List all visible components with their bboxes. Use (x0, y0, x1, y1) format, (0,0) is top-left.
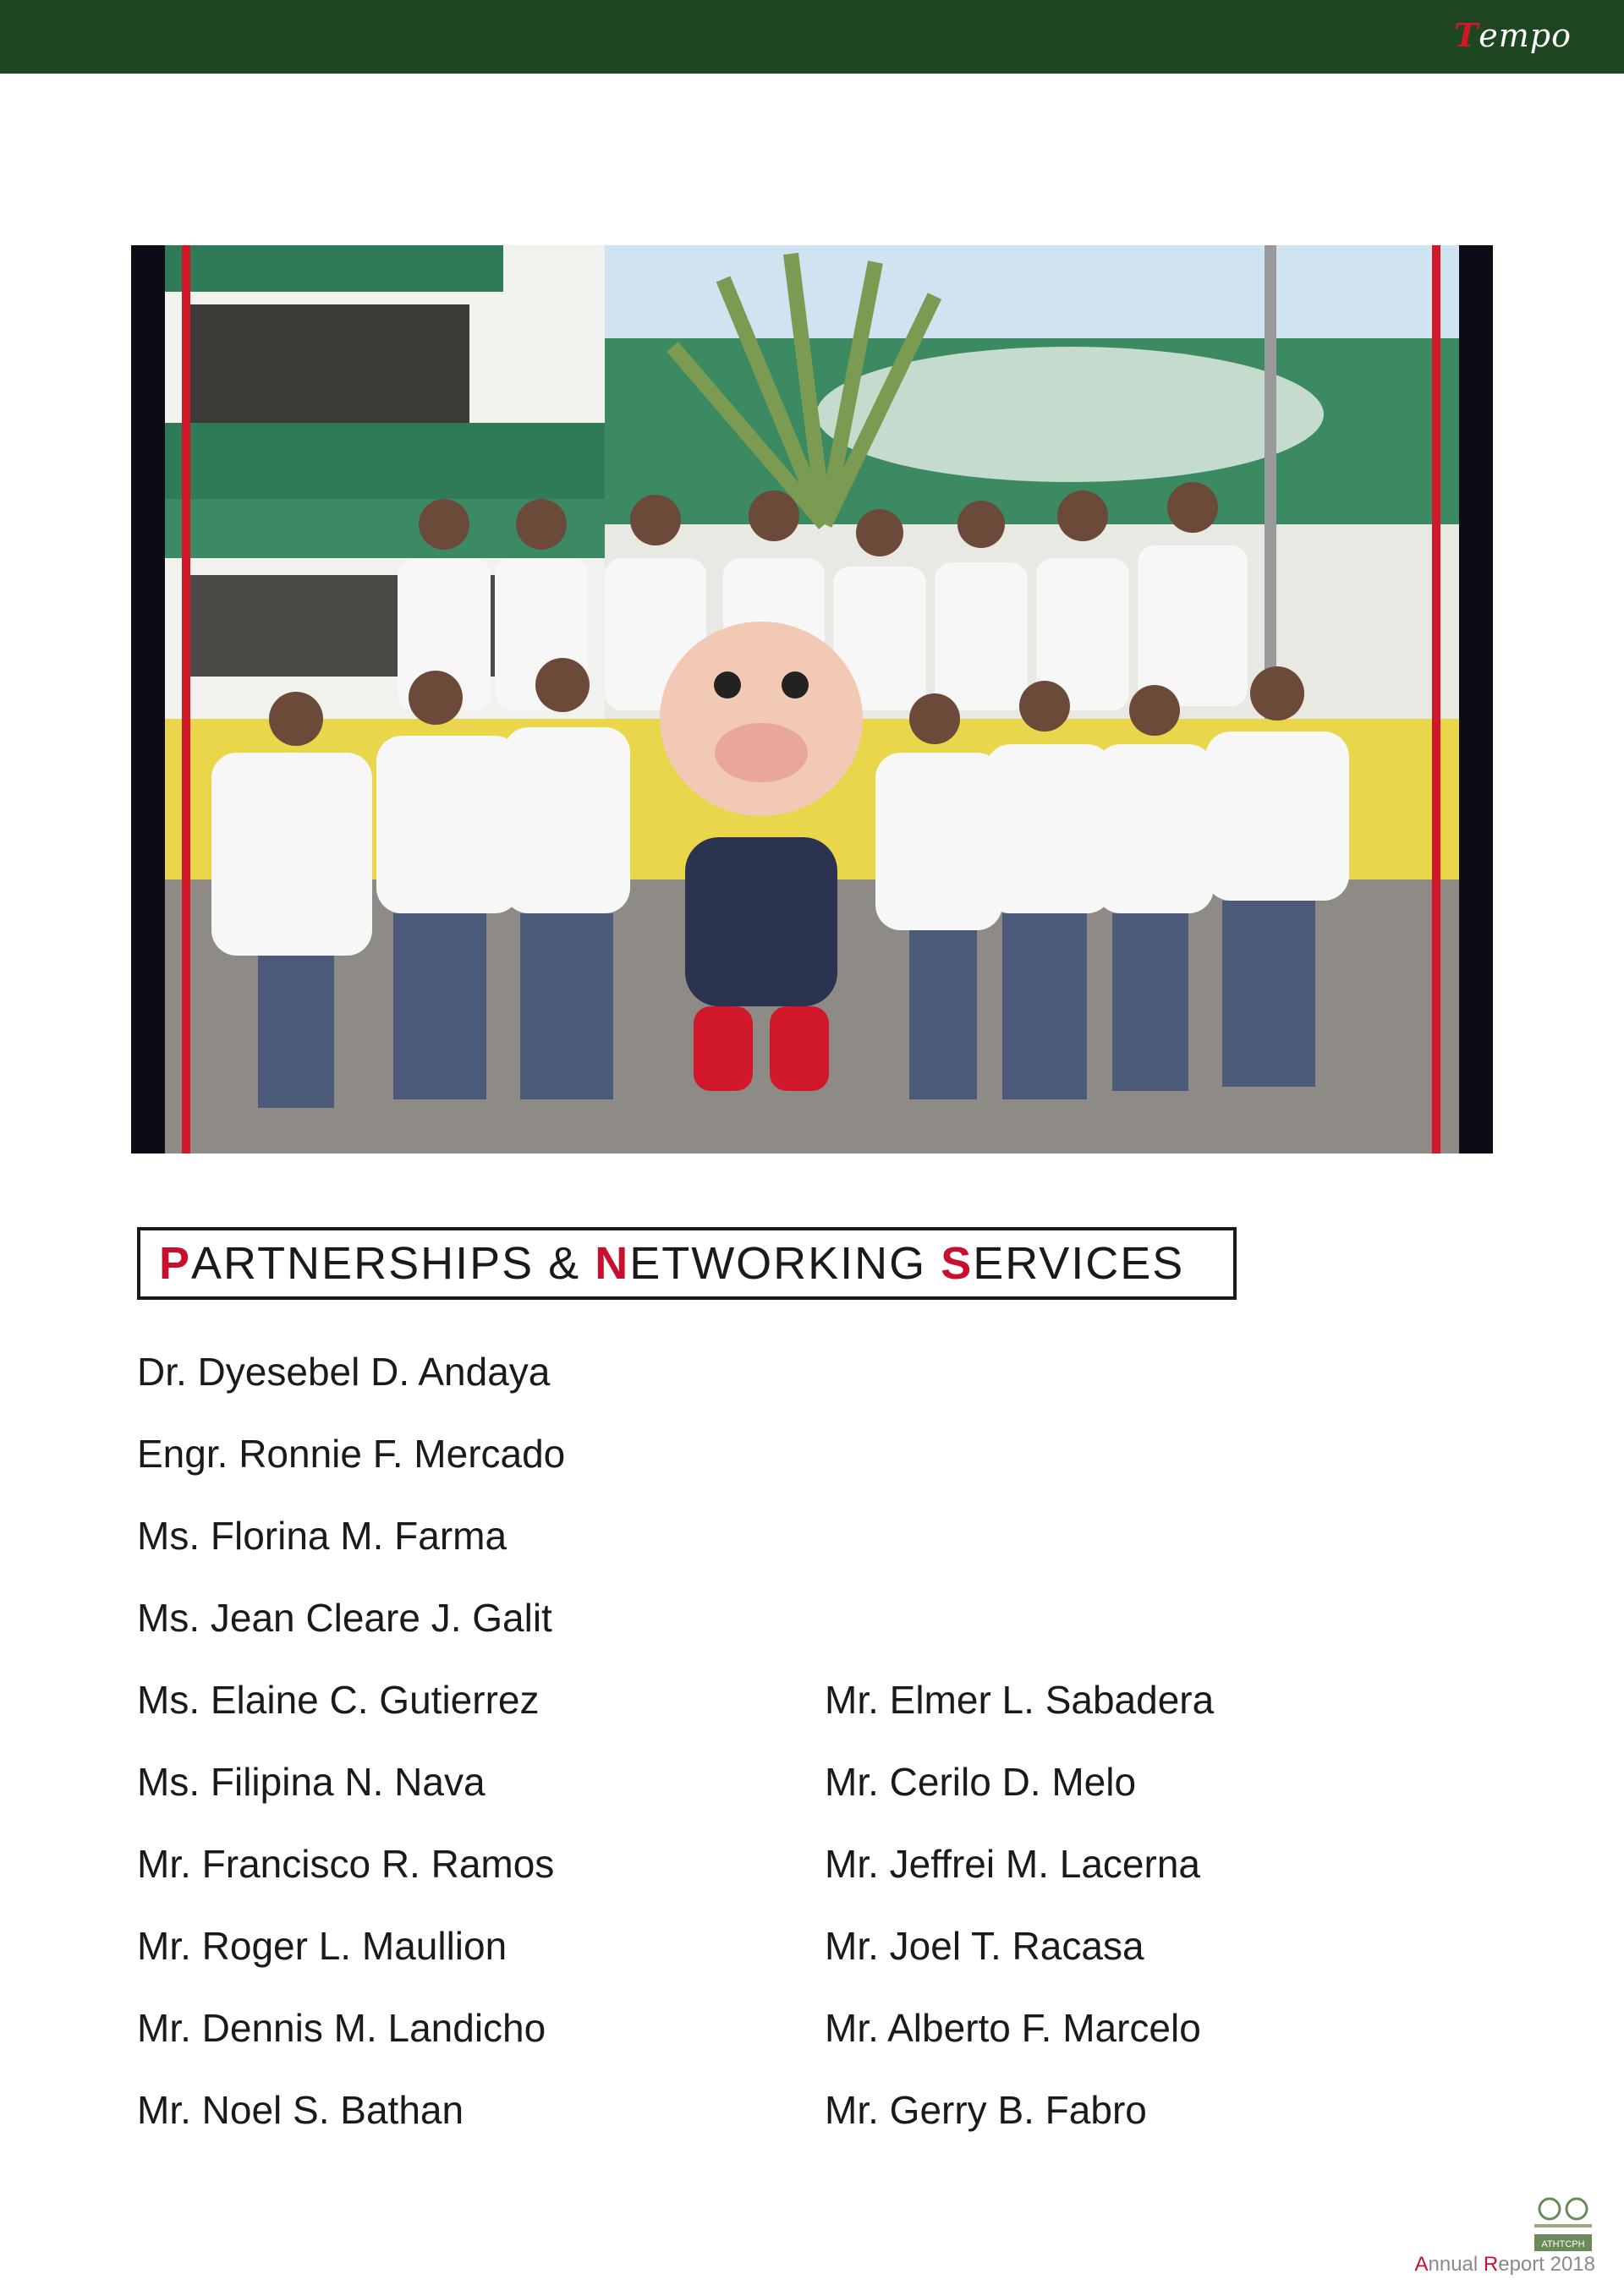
top-banner (0, 0, 1624, 74)
staff-name: Mr. Elmer L. Sabadera (825, 1678, 1215, 1722)
footer-report-label: Annual Report 2018 (1414, 2253, 1595, 2276)
brand-initial: T (1453, 16, 1479, 54)
footer-annual: nnual (1428, 2253, 1484, 2276)
footer-logo-caption: ATHTCPH (1541, 2239, 1585, 2249)
heading-word: PARTNERSHIPS (159, 1238, 535, 1289)
staff-name: Mr. Joel T. Racasa (825, 1924, 1144, 1968)
footer-logo-icon (1531, 2195, 1595, 2256)
staff-name: Mr. Gerry B. Fabro (825, 2088, 1147, 2132)
names-column-right (825, 1669, 1214, 2162)
group-photo (131, 245, 1493, 1153)
brand-rest: empo (1479, 17, 1572, 54)
staff-name: Ms. Florina M. Farma (137, 1514, 508, 1558)
heading-word: & (548, 1238, 581, 1289)
footer-logo (1531, 2195, 1595, 2256)
section-heading (137, 1227, 1237, 1300)
staff-name: Mr. Alberto F. Marcelo (825, 2006, 1201, 2050)
brand-logo (1454, 10, 1572, 61)
staff-name: Mr. Dennis M. Landicho (137, 2006, 546, 2050)
staff-name: Ms. Elaine C. Gutierrez (137, 1678, 540, 1722)
staff-name: Mr. Cerilo D. Melo (825, 1760, 1137, 1804)
heading-word: SERVICES (941, 1238, 1185, 1289)
heading-word: NETWORKING (595, 1238, 927, 1289)
staff-name: Mr. Jeffrei M. Lacerna (825, 1842, 1200, 1886)
staff-name: Mr. Francisco R. Ramos (137, 1842, 555, 1886)
staff-name: Ms. Filipina N. Nava (137, 1760, 486, 1804)
staff-name: Engr. Ronnie F. Mercado (137, 1432, 566, 1476)
names-column-left (137, 1341, 565, 2162)
group-photo-illustration (131, 245, 1493, 1153)
staff-name: Mr. Roger L. Maullion (137, 1924, 508, 1968)
staff-name: Dr. Dyesebel D. Andaya (137, 1350, 551, 1394)
staff-name: Ms. Jean Cleare J. Galit (137, 1596, 552, 1640)
staff-name: Mr. Noel S. Bathan (137, 2088, 464, 2132)
